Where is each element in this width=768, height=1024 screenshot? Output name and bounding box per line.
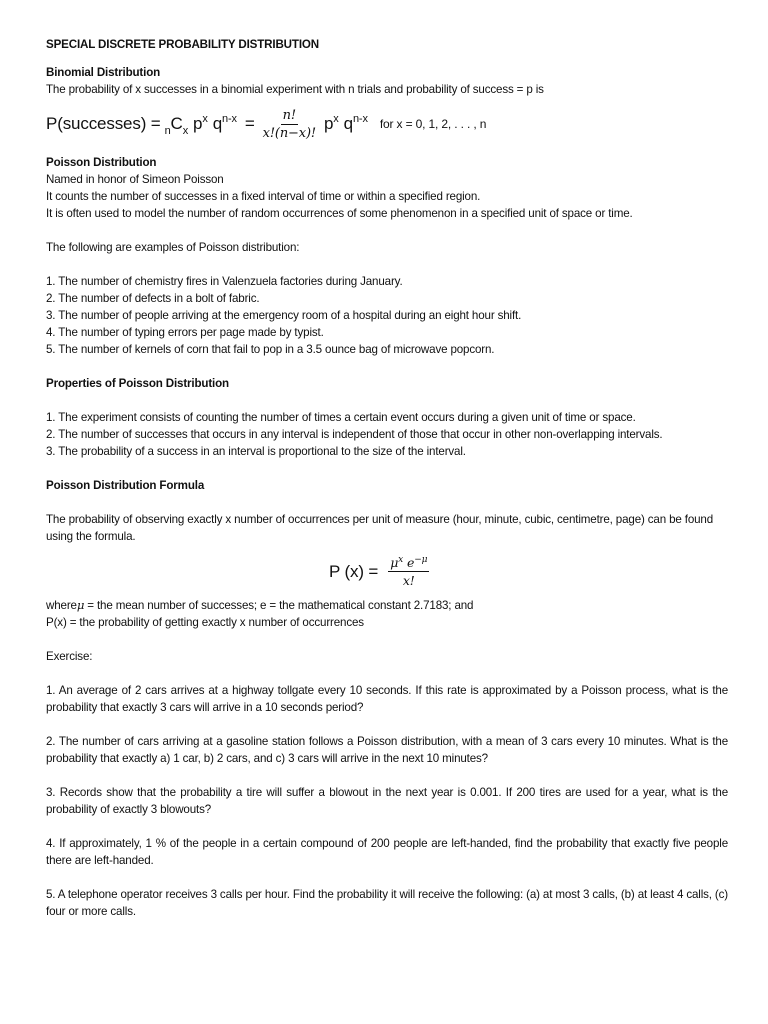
property-item: 1. The experiment consists of counting the number of times a certain event occurs during a given unit of time or space.	[46, 411, 636, 424]
binomial-p-term-2: $p^x$	[323, 113, 339, 133]
where-line: whereμ = the mean number of successes; e = the mathematical constant 2.7183; and	[46, 598, 474, 612]
exercise-item: 3. Records show that the probability a tire will suffer a blowout in the next year is 0.001. If 200 tires are used for a year, what is the probability of exactly 3 blowouts?	[46, 786, 728, 816]
document-body	[46, 36, 728, 920]
binomial-formula	[46, 102, 728, 146]
binomial-fraction	[261, 107, 318, 142]
binomial-range: for x = 0, 1, 2, . . . , n	[379, 117, 487, 131]
example-item: 3. The number of people arriving at the emergency room of a hospital during an eight hour shift.	[46, 309, 522, 322]
poisson-fraction-denominator: x!	[402, 572, 415, 588]
binomial-q-term-2: $q^{n-x}$	[343, 113, 368, 133]
exercise-item: 5. A telephone operator receives 3 calls per hour. Find the probability it will receive the following: (a) at most 3 calls, (b) at least 4 calls, (c) four or more calls.	[46, 888, 728, 918]
properties-heading: Properties of Poisson Distribution	[46, 377, 229, 390]
poisson-line: It counts the number of successes in a fixed interval of time or within a specified region.	[46, 190, 481, 203]
binomial-intro: The probability of x successes in a binomial experiment with n trials and probability of success = p is	[46, 83, 544, 96]
example-item: 2. The number of defects in a bolt of fabric.	[46, 292, 260, 305]
poisson-heading: Poisson Distribution	[46, 156, 157, 169]
example-item: 4. The number of typing errors per page made by typist.	[46, 326, 324, 339]
exercise-item: 1. An average of 2 cars arrives at a highway tollgate every 10 seconds. If this rate is approximated by a Poisson process, what is the probability that exactly 3 cars will arrive in a 10 seconds period?	[46, 684, 728, 714]
exercise-item: 2. The number of cars arriving at a gasoline station follows a Poisson distribution, with a mean of 3 cars every 10 minutes. What is the probability that exactly a) 1 car, b) 2 cars, and c) 3 cars will arrive in the next 10 minutes?	[46, 735, 728, 765]
example-item: 5. The number of kernels of corn that fail to pop in a 3.5 ounce bag of microwave popcorn.	[46, 343, 495, 356]
binomial-fraction-denominator: x!(n−x)!	[262, 125, 316, 141]
binomial-q-term: $q^{n-x}$	[212, 113, 237, 133]
binomial-equals: =	[244, 114, 255, 133]
binomial-heading: Binomial Distribution	[46, 66, 161, 79]
property-item: 3. The probability of a success in an interval is proportional to the size of the interval.	[46, 445, 466, 458]
px-line: P(x) = the probability of getting exactly x number of occurrences	[46, 616, 364, 629]
exercise-heading: Exercise:	[46, 650, 93, 663]
document-title: SPECIAL DISCRETE PROBABILITY DISTRIBUTION	[46, 38, 319, 51]
formula-heading: Poisson Distribution Formula	[46, 479, 205, 492]
poisson-fraction-numerator: $\mu^x$ $e^{-\mu}$	[390, 554, 428, 570]
mu-symbol: μ	[76, 598, 85, 612]
poisson-fraction	[388, 554, 429, 589]
binomial-lhs: P(successes) =	[46, 114, 161, 133]
example-item: 1. The number of chemistry fires in Valenzuela factories during January.	[46, 275, 403, 288]
binomial-p-term: $p^x$	[193, 113, 208, 133]
poisson-line: Named in honor of Simeon Poisson	[46, 173, 224, 186]
poisson-line: It is often used to model the number of random occurrences of some phenomenon in a specified unit of space or time.	[46, 207, 633, 220]
binomial-fraction-numerator: n!	[282, 107, 296, 123]
examples-intro: The following are examples of Poisson distribution:	[46, 241, 300, 254]
exercise-item: 4. If approximately, 1 % of the people in a certain compound of 200 people are left-handed, find the probability that exactly five people there are left-handed.	[46, 837, 728, 867]
binomial-combination: $_nC_x$	[164, 114, 189, 137]
poisson-formula	[46, 549, 728, 593]
formula-intro: The probability of observing exactly x number of occurrences per unit of measure (hour, minute, cubic, centimetre, page) can be found using the formula.	[46, 513, 714, 543]
property-item: 2. The number of successes that occurs in any interval is independent of those that occur in other non-overlapping intervals.	[46, 428, 663, 441]
poisson-lhs: P (x) =	[329, 561, 379, 581]
